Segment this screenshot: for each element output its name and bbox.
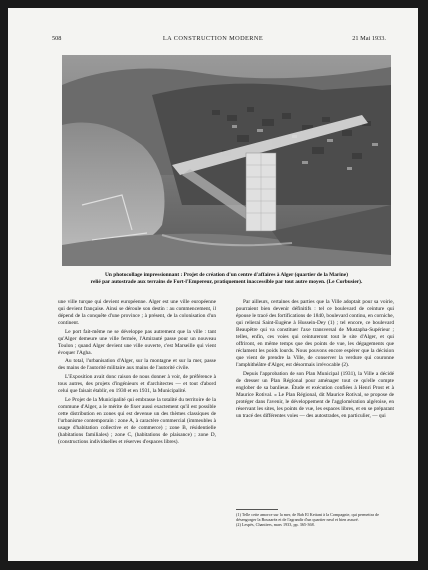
page-number: 508 [52, 35, 62, 42]
photo-caption [62, 272, 391, 286]
footnote-divider [236, 509, 278, 510]
footnote: (1) Telle cette amorce sur la mer, de Bab El Kettani à la Compagnie, qui permettra de désengorger la Bouzaréa et de l'agrandir d'un quartier neuf et bien assuré. [236, 512, 379, 523]
paragraph: L'Exposition avait donc raison de nous donner à voir, de préférence à tous autres, des projets d'ingénieurs et d'architectes — et tout d'abord celui que faisait établir, en 1930 et en 1931, la Municipalité. [58, 373, 216, 395]
caption-line-2: relié par autostrade aux terrains de Fort-l'Empereur, pratiquement inaccessible par tout autre moyen. (Le Corbusier). [90, 279, 363, 285]
issue-date: 21 Mai 1933. [352, 35, 386, 42]
right-column [236, 299, 394, 422]
left-column [58, 299, 216, 447]
paragraph: Le port fait-même ne se développe pas autrement que la ville : tant qu'Alger demeure une ville fermée, l'Amirauté passe pour un nouveau Toulon ; quand Alger devient une ville ouverte, c'est Marseille qui vient évoquer l'Agha. [58, 328, 216, 356]
paragraph: Au total, l'urbanisation d'Alger, sur la montagne et sur la mer, passe des mains de l'autorité militaire aux mains de l'autorité civile. [58, 358, 216, 372]
paragraph: Par ailleurs, certaines des parties que la Ville adoptait pour sa voirie, pourraient bien devenir définitifs : tel ce boulevard de ceinture qui épouse le tracé des fortifications de 1840, boulevard continu, en corniche, qui relierai Saint-Eugène à Hussein-Dey (1) ; tel encore, ce boulevard Beaupêtre qui va constituer l'axe transversal de Mustapha-Supérieur ; telles, enfin, ces voies qui ceintureront tout le site d'Alger, et qui offriront, en même temps que des points de vue, les dégagements que réclament les poids lourds. Nous pouvons encore espérer que la décision que vient de prendre la Ville, de conserver la verdure qui couronne l'amphithéâtre d'Alger, est désormais irrévocable (2). [236, 299, 394, 369]
paragraph: Depuis l'approbation de son Plan Municipal (1931), la Ville a décidé de dresser un Plan Régional pour aménager tout ce qu'elle compte englober de sa banlieue. Étude et exécution confiées à Henri Prost et à Maurice Rotival. « Le Plan Régional, dit Maurice Rotival, se propose de protéger dans l'avenir, le développement de l'agglomération algéroise, en réservant les sites, les points de vue, les espaces libres, et en se préparant un tracé des différentes voies — des autostrades, en particulier, — qui [236, 370, 394, 420]
journal-title: LA CONSTRUCTION MODERNE [162, 35, 264, 42]
footnote: (2) Lespès, Chantiers, mars 1933, pp. 365-368. [236, 522, 315, 528]
aerial-photomontage [62, 55, 391, 266]
paragraph: une ville turque qui devient européenne. Alger est une ville européenne qui devient française. Ainsi se déroule son destin : au commencement, il dépend de la conquête d'une province ; à présent, de la colonisation d'un continent. [58, 299, 216, 327]
magazine-page [8, 8, 418, 561]
caption-line-1: Un photocollage impressionnant : Projet de création d'un centre d'affaires à Alger (quartier de la Marine) [104, 272, 348, 278]
footnotes [236, 512, 394, 528]
paragraph: Le Projet de la Municipalité qui embrasse la totalité du territoire de la commune d'Alger, a le mérite de fixer aussi exactement qu'il est possible cette distribution en zones qui est devenue un des thèmes classiques de l'urbanisme contemporain : zone A, à caractère commercial (immeubles à usage d'habitation collective et de commerce) ; zone B, résidentielle (habitations familiales) ; zone C, (habitations de plaisance) ; zone D, (constructions individuelles et réserves d'espaces libres). [58, 396, 216, 445]
aerial-photomontage-algiers-icon [62, 55, 391, 266]
